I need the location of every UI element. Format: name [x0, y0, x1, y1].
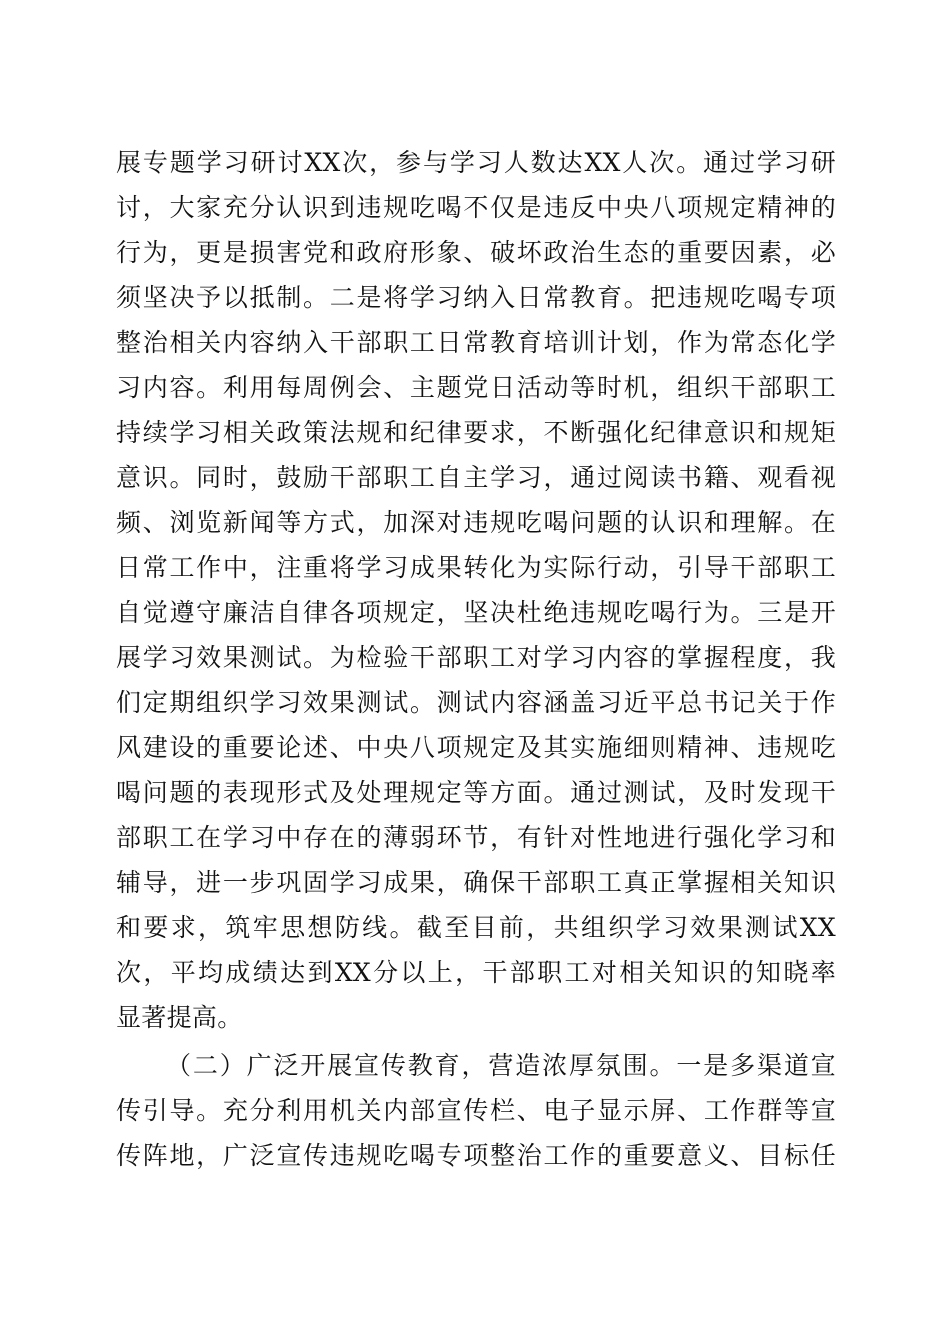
text-line: 喝问题的表现形式及处理规定等方面。通过测试，及时发现干 — [116, 778, 836, 807]
paragraph-1 — [116, 140, 836, 1040]
text-line: 展学习效果测试。为检验干部职工对学习内容的掌握程度，我 — [116, 643, 836, 672]
text-line: 们定期组织学习效果测试。测试内容涵盖习近平总书记关于作 — [116, 688, 836, 717]
text-line: 讨，大家充分认识到违规吃喝不仅是违反中央八项规定精神的 — [116, 193, 836, 222]
text-line: 次，平均成绩达到XX分以上，干部职工对相关知识的知晓率 — [116, 958, 836, 987]
text-line: 风建设的重要论述、中央八项规定及其实施细则精神、违规吃 — [116, 733, 836, 762]
text-line: 显著提高。 — [116, 1003, 243, 1032]
text-line: 展专题学习研讨XX次，参与学习人数达XX人次。通过学习研 — [116, 148, 836, 177]
text-line: 部职工在学习中存在的薄弱环节，有针对性地进行强化学习和 — [116, 823, 836, 852]
text-line: 频、浏览新闻等方式，加深对违规吃喝问题的认识和理解。在 — [116, 508, 836, 537]
text-line: 习内容。利用每周例会、主题党日活动等时机，组织干部职工 — [116, 373, 836, 402]
text-line: 传引导。充分利用机关内部宣传栏、电子显示屏、工作群等宣 — [116, 1096, 836, 1125]
paragraph-2 — [116, 1043, 836, 1178]
document-body — [116, 140, 836, 1178]
text-line: 行为，更是损害党和政府形象、破坏政治生态的重要因素，必 — [116, 238, 836, 267]
text-line: 辅导，进一步巩固学习成果，确保干部职工真正掌握相关知识 — [116, 868, 836, 897]
text-line: 传阵地，广泛宣传违规吃喝专项整治工作的重要意义、目标任 — [116, 1141, 836, 1170]
text-line: 自觉遵守廉洁自律各项规定，坚决杜绝违规吃喝行为。三是开 — [116, 598, 836, 627]
text-line: 须坚决予以抵制。二是将学习纳入日常教育。把违规吃喝专项 — [116, 283, 836, 312]
text-line: 持续学习相关政策法规和纪律要求，不断强化纪律意识和规矩 — [116, 418, 836, 447]
text-line: 日常工作中，注重将学习成果转化为实际行动，引导干部职工 — [116, 553, 836, 582]
text-line: 意识。同时，鼓励干部职工自主学习，通过阅读书籍、观看视 — [116, 463, 836, 492]
text-line: 和要求，筑牢思想防线。截至目前，共组织学习效果测试XX — [116, 913, 836, 942]
text-line: 整治相关内容纳入干部职工日常教育培训计划，作为常态化学 — [116, 328, 836, 357]
section-heading-line: （二）广泛开展宣传教育，营造浓厚氛围。一是多渠道宣 — [166, 1051, 836, 1080]
